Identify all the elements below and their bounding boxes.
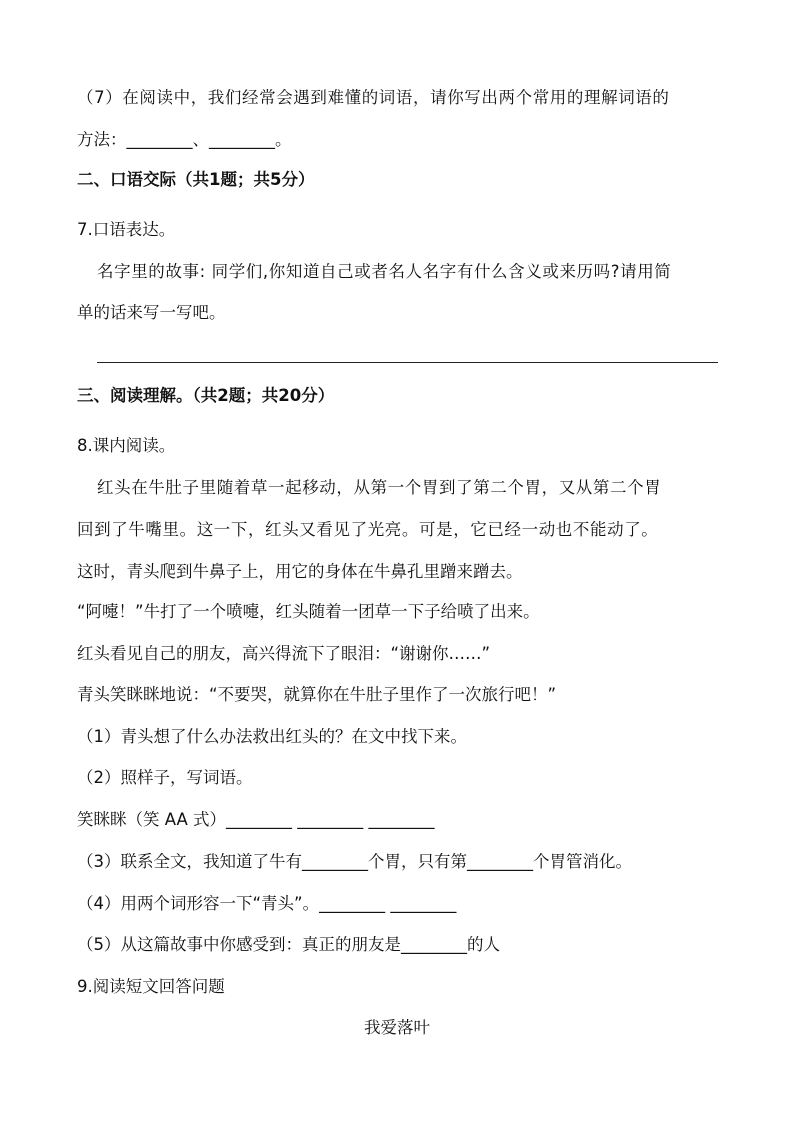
question-7-subitem-7-line-1: （7）在阅读中，我们经常会遇到难懂的词语，请你写出两个常用的理解词语的 (77, 88, 670, 107)
question-7-title: 7.口语表达。 (77, 220, 176, 239)
question-8-subitem-4: （4）用两个词形容一下“青头”。________ ________ (77, 894, 457, 913)
section-3-heading: 三、阅读理解。（共2题；共20分） (77, 386, 335, 405)
passage-line-5: 红头看见自己的朋友，高兴得流下了眼泪：“谢谢你……” (77, 644, 491, 663)
passage-line-2: 回到了牛嘴里。这一下，红头又看见了光亮。可是，它已经一动也不能动了。 (77, 520, 659, 539)
section-2-heading: 二、口语交际（共1题；共5分） (77, 170, 315, 189)
question-9-title: 9.阅读短文回答问题 (77, 977, 225, 996)
question-8-subitem-1: （1）青头想了什么办法救出红头的？在文中找下来。 (77, 727, 467, 746)
question-8-subitem-2: （2）照样子，写词语。 (77, 768, 253, 787)
answer-line (97, 362, 718, 363)
question-8-subitem-3: （3）联系全文，我知道了牛有________个胃，只有第________个胃管消化。 (77, 852, 632, 871)
question-9-passage-title: 我爱落叶 (364, 1018, 430, 1037)
passage-line-1: 红头在牛肚子里随着草一起移动，从第一个胃到了第二个胃，又从第二个胃 (97, 478, 662, 497)
question-8-subitem-5: （5）从这篇故事中你感受到：真正的朋友是________的人 (77, 935, 500, 954)
question-8-title: 8.课内阅读。 (77, 436, 176, 455)
question-7-prompt-line-1: 名字里的故事: 同学们,你知道自己或者名人名字有什么含义或来历吗?请用简 (97, 262, 672, 281)
passage-line-4: “阿嚏！”牛打了一个喷嚏，红头随着一团草一下子给喷了出来。 (77, 602, 540, 621)
question-7-subitem-7-line-2: 方法：________、________。 (77, 130, 292, 149)
passage-line-6: 青头笑眯眯地说：“不要哭，就算你在牛肚子里作了一次旅行吧！” (77, 685, 557, 704)
question-7-prompt-line-2: 单的话来写一写吧。 (77, 303, 226, 322)
passage-line-3: 这时，青头爬到牛鼻子上，用它的身体在牛鼻孔里蹭来蹭去。 (77, 562, 523, 581)
question-8-subitem-2-example: 笑眯眯（笑 AA 式）________ ________ ________ (77, 810, 435, 829)
